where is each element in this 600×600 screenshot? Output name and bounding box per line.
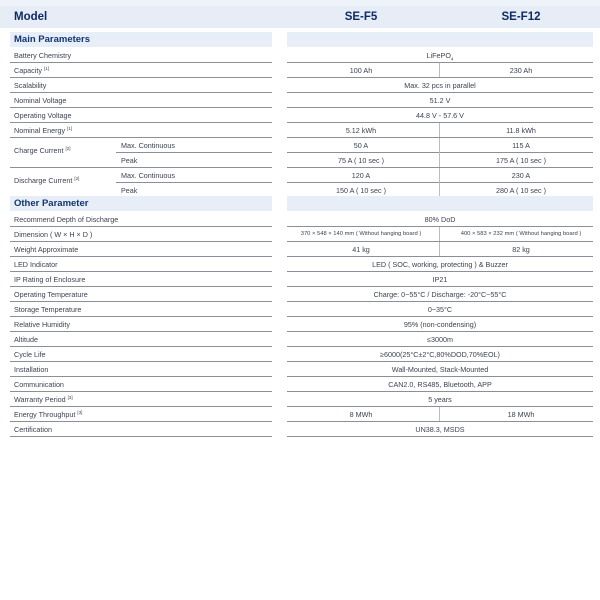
row-led-indicator: LED Indicator LED ( SOC, working, protecting ) & Buzzer xyxy=(14,260,508,269)
row-scalability: Scalability Max. 32 pcs in parallel xyxy=(14,81,476,90)
row-energy-throughput: Energy Throughput [3] 8 MWh 18 MWh xyxy=(14,410,535,419)
row-charge-current-continuous: Max. Continuous 50 A 115 A xyxy=(121,141,530,150)
row-communication: Communication CAN2.0, RS485, Bluetooth, APP xyxy=(14,380,492,389)
discharge-current-label: Discharge Current [2] xyxy=(14,176,80,185)
row-capacity: Capacity [1] 100 Ah 230 Ah xyxy=(14,66,533,75)
row-nominal-voltage: Nominal Voltage 51.2 V xyxy=(14,96,451,105)
charge-current-label: Charge Current [2] xyxy=(14,146,71,155)
row-storage-temperature: Storage Temperature 0~35°C xyxy=(14,305,453,314)
row-charge-current-peak: Peak 75 A ( 10 sec ) 175 A ( 10 sec ) xyxy=(121,156,546,165)
battery-chemistry-value: LiFePO$_4$ xyxy=(426,51,454,62)
section-main-band xyxy=(287,32,593,47)
row-operating-voltage: Operating Voltage 44.8 V - 57.6 V xyxy=(14,111,464,120)
row-altitude: Altitude ≤3000m xyxy=(14,335,453,344)
row-relative-humidity: Relative Humidity 95% (non-condensing) xyxy=(14,320,477,329)
row-nominal-energy: Nominal Energy [1] 5.12 kWh 11.8 kWh xyxy=(14,126,536,135)
header-model: Model xyxy=(14,11,48,23)
row-dimension: Dimension ( W × H × D ) 370 × 548 × 140 mm ( Without hanging board ) 400 × 583 × 232 mm ( Without hanging board ) xyxy=(14,230,582,239)
row-operating-temperature: Operating Temperature Charge: 0~55°C / Discharge: -20°C~55°C xyxy=(14,290,507,299)
header-se-f5: SE-F5 xyxy=(344,11,378,23)
section-other-parameter: Other Parameter xyxy=(10,196,272,211)
row-discharge-current-continuous: Max. Continuous 120 A 230 A xyxy=(121,171,531,180)
row-weight: Weight Approximate 41 kg 82 kg xyxy=(14,245,530,254)
row-battery-chemistry: Battery Chemistry LiFePO$_4$ xyxy=(14,51,454,62)
row-cycle-life: Cycle Life ≥6000(25°C±2°C,80%DOD,70%EOL) xyxy=(14,350,500,359)
row-depth-of-discharge: Recommend Depth of Discharge 80% DoD xyxy=(14,215,456,224)
row-discharge-current-peak: Peak 150 A ( 10 sec ) 280 A ( 10 sec ) xyxy=(121,186,546,195)
header-se-f12: SE-F12 xyxy=(501,11,541,23)
section-other-band xyxy=(287,196,593,211)
table-header xyxy=(0,6,600,28)
row-ip-rating: IP Rating of Enclosure IP21 xyxy=(14,275,448,284)
row-installation: Installation Wall-Mounted, Stack-Mounted xyxy=(14,365,489,374)
row-certification: Certification UN38.3, MSDS xyxy=(14,425,465,434)
row-warranty-period: Warranty Period [3] 5 years xyxy=(14,395,452,404)
section-main-parameters: Main Parameters xyxy=(10,32,272,47)
